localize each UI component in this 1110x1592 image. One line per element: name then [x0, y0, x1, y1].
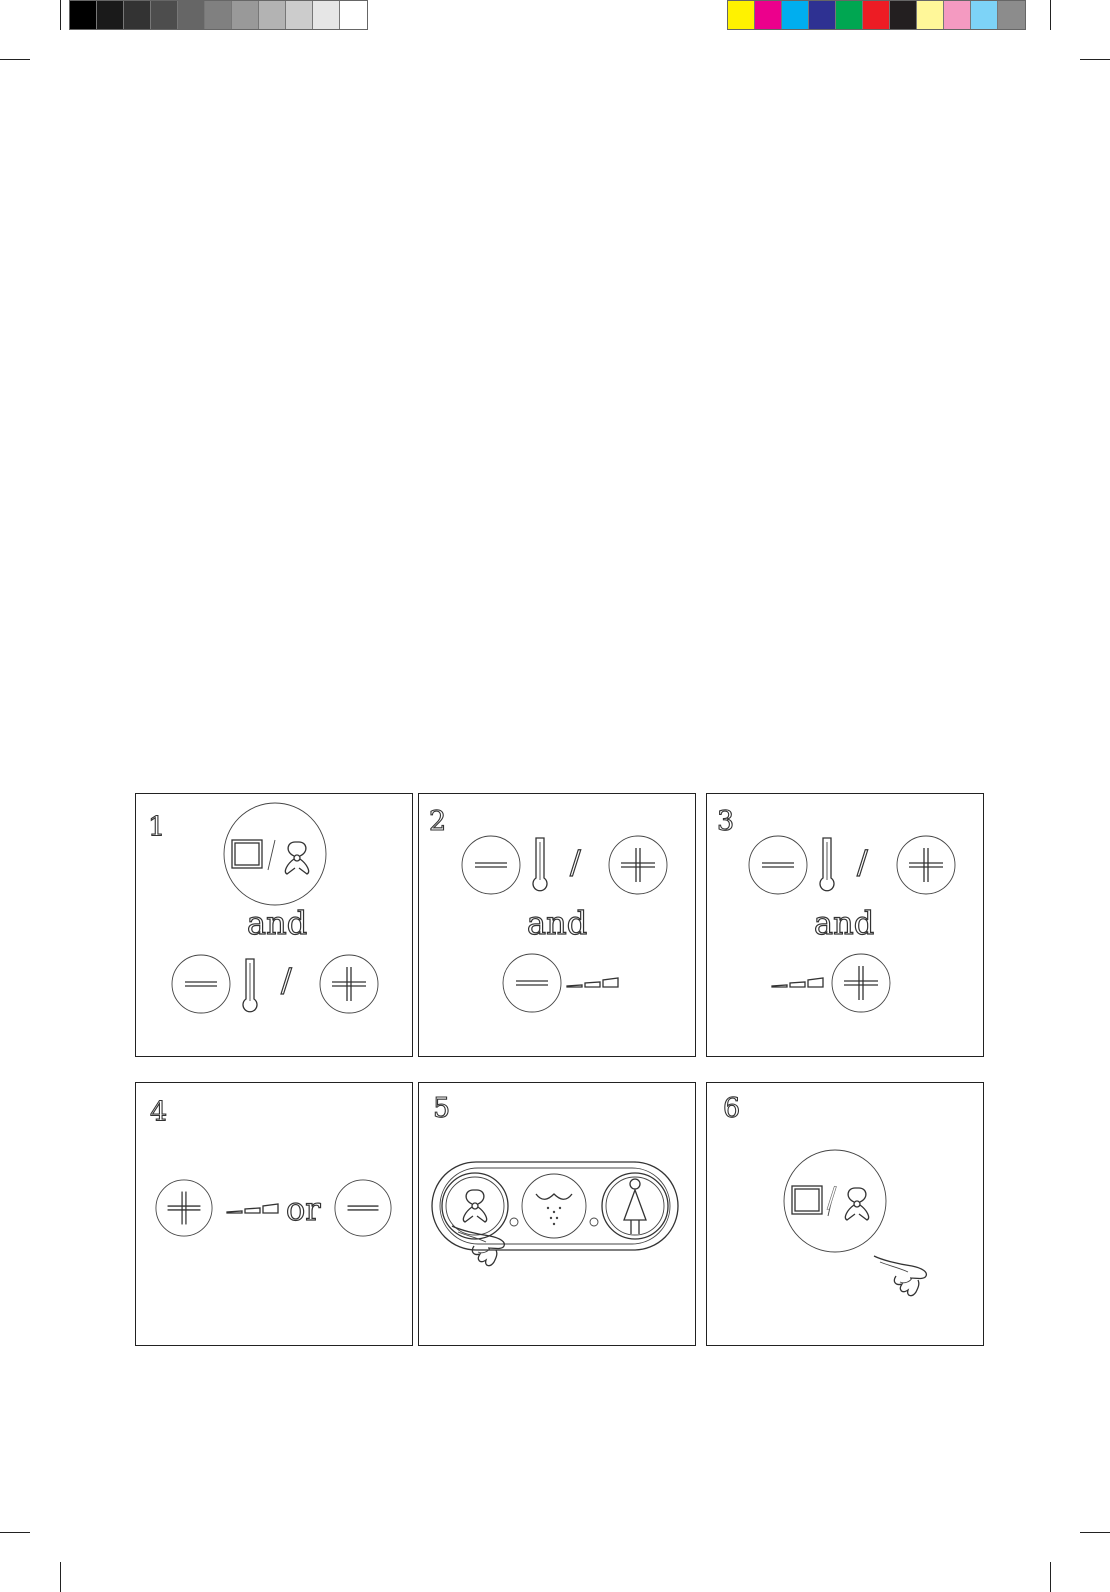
gray-swatch — [70, 1, 97, 29]
crop-mark — [60, 0, 61, 30]
minus-button-icon — [333, 1178, 393, 1238]
color-swatch — [782, 1, 809, 29]
thermometer-icon — [815, 834, 839, 894]
plus-button-icon — [895, 834, 957, 896]
crop-mark — [1080, 59, 1110, 60]
color-swatch — [971, 1, 998, 29]
color-swatch — [863, 1, 890, 29]
step-number: 3 — [717, 806, 735, 837]
step-panel-3 — [706, 793, 984, 1057]
bidet-spray-icon — [522, 1174, 586, 1238]
level-bars-icon — [566, 974, 620, 990]
connector-word: and — [814, 904, 875, 942]
slash-separator: / — [281, 961, 292, 999]
minus-button-icon — [747, 834, 809, 896]
color-bar — [727, 0, 1026, 30]
crop-mark — [1050, 1562, 1051, 1592]
color-swatch — [917, 1, 944, 29]
color-swatch — [728, 1, 755, 29]
plus-button-icon — [830, 952, 892, 1014]
stop-fan-button-icon — [220, 800, 330, 910]
color-swatch — [755, 1, 782, 29]
gray-swatch — [313, 1, 340, 29]
lady-wash-icon — [602, 1173, 668, 1239]
connector-word: and — [527, 904, 588, 942]
minus-button-icon — [460, 834, 522, 896]
thermometer-icon — [238, 955, 262, 1015]
color-swatch — [836, 1, 863, 29]
gray-swatch — [124, 1, 151, 29]
grayscale-bar — [69, 0, 368, 30]
gray-swatch — [286, 1, 313, 29]
plus-button-icon — [154, 1178, 214, 1238]
gray-swatch — [178, 1, 205, 29]
color-swatch — [809, 1, 836, 29]
color-swatch — [944, 1, 971, 29]
color-swatch — [998, 1, 1025, 29]
level-bars-icon — [226, 1200, 280, 1216]
step-number: 5 — [433, 1093, 451, 1124]
step-number: 4 — [150, 1097, 168, 1128]
plus-button-icon — [607, 834, 669, 896]
minus-button-icon — [501, 952, 563, 1014]
color-swatch — [890, 1, 917, 29]
crop-mark — [0, 1532, 30, 1533]
crop-mark — [1050, 0, 1051, 30]
gray-swatch — [340, 1, 367, 29]
gray-swatch — [151, 1, 178, 29]
gray-swatch — [259, 1, 286, 29]
step-panel-2 — [418, 793, 696, 1057]
pressing-hand-icon — [450, 1218, 512, 1278]
slash-separator: / — [857, 843, 868, 881]
crop-mark — [1080, 1532, 1110, 1533]
thermometer-icon — [528, 834, 552, 894]
step-number: 1 — [148, 812, 166, 843]
pressing-hand-icon — [872, 1248, 934, 1308]
step-number: 2 — [429, 806, 447, 837]
gray-swatch — [97, 1, 124, 29]
gray-swatch — [232, 1, 259, 29]
plus-button-icon — [318, 953, 380, 1015]
minus-button-icon — [170, 953, 232, 1015]
connector-word: or — [286, 1190, 321, 1228]
connector-word: and — [247, 904, 308, 942]
slash-separator: / — [827, 1181, 837, 1214]
crop-mark — [0, 59, 30, 60]
slash-separator: / — [570, 843, 581, 881]
crop-mark — [60, 1562, 61, 1592]
step-number: 6 — [723, 1093, 741, 1124]
gray-swatch — [205, 1, 232, 29]
level-bars-icon — [771, 974, 825, 990]
